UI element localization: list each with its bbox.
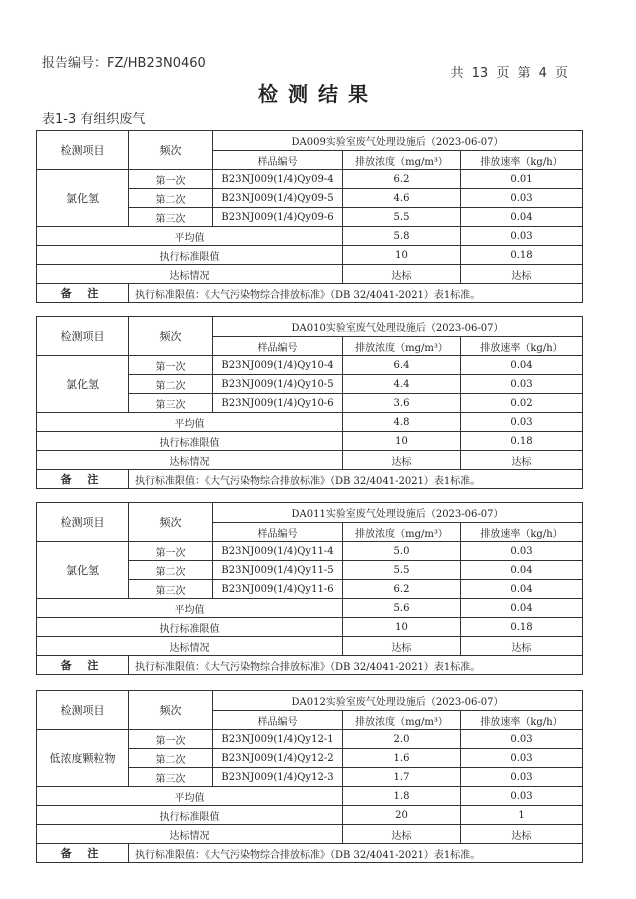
report-number: 报告编号：FZ/HB23N0460 <box>42 56 206 71</box>
frequency-cell: 第一次 <box>129 170 213 189</box>
status-concentration: 达标 <box>343 825 461 844</box>
emission-rate-cell: 0.03 <box>461 749 583 768</box>
emission-rate-cell: 0.03 <box>461 542 583 561</box>
status-emission-rate: 达标 <box>461 265 583 284</box>
avg-label: 平均值 <box>37 787 343 806</box>
page-title: 检测结果 <box>258 82 378 106</box>
frequency-cell: 第一次 <box>129 356 213 375</box>
avg-row <box>37 227 583 246</box>
note-row <box>37 656 583 675</box>
status-row <box>37 265 583 284</box>
limit-row <box>37 806 583 825</box>
sample-number-cell: B23NJ009(1/4)Qy10-5 <box>213 375 343 394</box>
limit-concentration: 20 <box>343 806 461 825</box>
concentration-cell: 5.0 <box>343 542 461 561</box>
table-row <box>37 170 583 189</box>
frequency-cell: 第二次 <box>129 749 213 768</box>
emission-rate-header: 排放速率（kg/h） <box>461 151 583 170</box>
concentration-cell: 6.4 <box>343 356 461 375</box>
frequency-cell: 第二次 <box>129 375 213 394</box>
sample-number-header: 样品编号 <box>213 711 343 730</box>
limit-emission-rate: 0.18 <box>461 432 583 451</box>
table-header-row <box>37 691 583 711</box>
concentration-cell: 1.7 <box>343 768 461 787</box>
emission-rate-cell: 0.02 <box>461 394 583 413</box>
frequency-cell: 第三次 <box>129 768 213 787</box>
avg-concentration: 4.8 <box>343 413 461 432</box>
frequency-cell: 第三次 <box>129 208 213 227</box>
avg-label: 平均值 <box>37 599 343 618</box>
frequency-cell: 第二次 <box>129 561 213 580</box>
status-label: 达标情况 <box>37 637 343 656</box>
table-caption: 表1-3 有组织废气 <box>42 112 146 127</box>
avg-concentration: 5.8 <box>343 227 461 246</box>
frequency-header: 频次 <box>129 691 213 730</box>
sample-number-cell: B23NJ009(1/4)Qy09-5 <box>213 189 343 208</box>
frequency-cell: 第一次 <box>129 542 213 561</box>
table-row <box>37 542 583 561</box>
item-header: 检测项目 <box>37 503 129 542</box>
table-row <box>37 356 583 375</box>
note-row <box>37 844 583 863</box>
table-header-row <box>37 131 583 151</box>
emission-rate-header: 排放速率（kg/h） <box>461 523 583 542</box>
table-header-row <box>37 317 583 337</box>
avg-row <box>37 413 583 432</box>
status-row <box>37 637 583 656</box>
status-concentration: 达标 <box>343 265 461 284</box>
avg-emission-rate: 0.04 <box>461 599 583 618</box>
status-emission-rate: 达标 <box>461 451 583 470</box>
sampling-location: DA010实验室废气处理设施后（2023-06-07） <box>213 317 583 337</box>
status-label: 达标情况 <box>37 265 343 284</box>
note-header: 备 注 <box>37 656 129 675</box>
emission-rate-cell: 0.04 <box>461 208 583 227</box>
note-row <box>37 284 583 303</box>
note-text: 执行标准限值：《大气污染物综合排放标准》（DB 32/4041-2021）表1标准。 <box>129 470 583 489</box>
note-header: 备 注 <box>37 844 129 863</box>
note-header: 备 注 <box>37 470 129 489</box>
result-table <box>36 130 583 303</box>
concentration-cell: 4.6 <box>343 189 461 208</box>
concentration-cell: 1.6 <box>343 749 461 768</box>
sample-number-cell: B23NJ009(1/4)Qy12-2 <box>213 749 343 768</box>
limit-row <box>37 246 583 265</box>
sample-number-cell: B23NJ009(1/4)Qy11-5 <box>213 561 343 580</box>
status-label: 达标情况 <box>37 825 343 844</box>
limit-emission-rate: 0.18 <box>461 246 583 265</box>
concentration-cell: 5.5 <box>343 208 461 227</box>
sample-number-header: 样品编号 <box>213 523 343 542</box>
concentration-cell: 6.2 <box>343 170 461 189</box>
emission-rate-header: 排放速率（kg/h） <box>461 337 583 356</box>
status-emission-rate: 达标 <box>461 825 583 844</box>
test-item: 氯化氢 <box>37 356 129 413</box>
sample-number-header: 样品编号 <box>213 151 343 170</box>
emission-rate-cell: 0.03 <box>461 375 583 394</box>
status-concentration: 达标 <box>343 637 461 656</box>
emission-rate-cell: 0.04 <box>461 561 583 580</box>
limit-emission-rate: 1 <box>461 806 583 825</box>
limit-label: 执行标准限值 <box>37 246 343 265</box>
frequency-cell: 第一次 <box>129 730 213 749</box>
avg-label: 平均值 <box>37 227 343 246</box>
avg-label: 平均值 <box>37 413 343 432</box>
limit-label: 执行标准限值 <box>37 618 343 637</box>
limit-concentration: 10 <box>343 618 461 637</box>
emission-rate-cell: 0.01 <box>461 170 583 189</box>
sampling-location: DA009实验室废气处理设施后（2023-06-07） <box>213 131 583 151</box>
result-table <box>36 690 583 863</box>
concentration-header: 排放浓度（mg/m³） <box>343 151 461 170</box>
frequency-cell: 第三次 <box>129 580 213 599</box>
frequency-header: 频次 <box>129 317 213 356</box>
sample-number-cell: B23NJ009(1/4)Qy11-6 <box>213 580 343 599</box>
emission-rate-cell: 0.04 <box>461 356 583 375</box>
limit-concentration: 10 <box>343 432 461 451</box>
frequency-cell: 第二次 <box>129 189 213 208</box>
sample-number-cell: B23NJ009(1/4)Qy10-6 <box>213 394 343 413</box>
sample-number-header: 样品编号 <box>213 337 343 356</box>
limit-emission-rate: 0.18 <box>461 618 583 637</box>
table-row <box>37 730 583 749</box>
avg-emission-rate: 0.03 <box>461 787 583 806</box>
avg-concentration: 1.8 <box>343 787 461 806</box>
frequency-header: 频次 <box>129 503 213 542</box>
emission-rate-cell: 0.04 <box>461 580 583 599</box>
sample-number-cell: B23NJ009(1/4)Qy10-4 <box>213 356 343 375</box>
note-row <box>37 470 583 489</box>
note-header: 备 注 <box>37 284 129 303</box>
avg-row <box>37 599 583 618</box>
frequency-header: 频次 <box>129 131 213 170</box>
emission-rate-cell: 0.03 <box>461 768 583 787</box>
avg-emission-rate: 0.03 <box>461 413 583 432</box>
concentration-header: 排放浓度（mg/m³） <box>343 523 461 542</box>
concentration-cell: 6.2 <box>343 580 461 599</box>
note-text: 执行标准限值：《大气污染物综合排放标准》（DB 32/4041-2021）表1标准。 <box>129 844 583 863</box>
test-item: 低浓度颗粒物 <box>37 730 129 787</box>
avg-concentration: 5.6 <box>343 599 461 618</box>
limit-row <box>37 432 583 451</box>
sample-number-cell: B23NJ009(1/4)Qy12-1 <box>213 730 343 749</box>
status-concentration: 达标 <box>343 451 461 470</box>
limit-label: 执行标准限值 <box>37 432 343 451</box>
status-emission-rate: 达标 <box>461 637 583 656</box>
emission-rate-cell: 0.03 <box>461 189 583 208</box>
test-item: 氯化氢 <box>37 542 129 599</box>
emission-rate-header: 排放速率（kg/h） <box>461 711 583 730</box>
frequency-cell: 第三次 <box>129 394 213 413</box>
concentration-cell: 3.6 <box>343 394 461 413</box>
item-header: 检测项目 <box>37 317 129 356</box>
item-header: 检测项目 <box>37 131 129 170</box>
emission-rate-cell: 0.03 <box>461 730 583 749</box>
sample-number-cell: B23NJ009(1/4)Qy12-3 <box>213 768 343 787</box>
concentration-cell: 2.0 <box>343 730 461 749</box>
concentration-header: 排放浓度（mg/m³） <box>343 337 461 356</box>
avg-emission-rate: 0.03 <box>461 227 583 246</box>
table-header-row <box>37 503 583 523</box>
note-text: 执行标准限值：《大气污染物综合排放标准》（DB 32/4041-2021）表1标准。 <box>129 284 583 303</box>
sampling-location: DA011实验室废气处理设施后（2023-06-07） <box>213 503 583 523</box>
status-label: 达标情况 <box>37 451 343 470</box>
avg-row <box>37 787 583 806</box>
limit-label: 执行标准限值 <box>37 806 343 825</box>
sample-number-cell: B23NJ009(1/4)Qy11-4 <box>213 542 343 561</box>
sampling-location: DA012实验室废气处理设施后（2023-06-07） <box>213 691 583 711</box>
result-table <box>36 316 583 489</box>
limit-concentration: 10 <box>343 246 461 265</box>
result-table <box>36 502 583 675</box>
note-text: 执行标准限值：《大气污染物综合排放标准》（DB 32/4041-2021）表1标准。 <box>129 656 583 675</box>
sample-number-cell: B23NJ009(1/4)Qy09-4 <box>213 170 343 189</box>
status-row <box>37 825 583 844</box>
item-header: 检测项目 <box>37 691 129 730</box>
concentration-header: 排放浓度（mg/m³） <box>343 711 461 730</box>
status-row <box>37 451 583 470</box>
sample-number-cell: B23NJ009(1/4)Qy09-6 <box>213 208 343 227</box>
concentration-cell: 5.5 <box>343 561 461 580</box>
concentration-cell: 4.4 <box>343 375 461 394</box>
test-item: 氯化氢 <box>37 170 129 227</box>
page-indicator: 共 13 页 第 4 页 <box>450 66 568 81</box>
limit-row <box>37 618 583 637</box>
